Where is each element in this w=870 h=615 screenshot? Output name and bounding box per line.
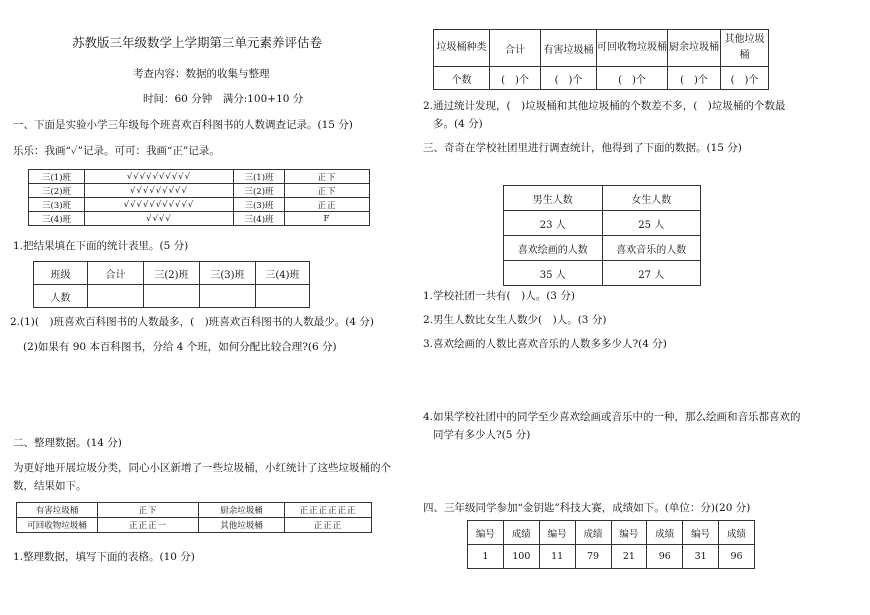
table-cell: 喜欢音乐的人数	[602, 236, 701, 261]
table-cell: 21	[611, 545, 647, 569]
table-header-cell: 有害垃圾桶	[541, 30, 597, 67]
question-3-2: 2.男生人数比女生人数少( )人。(3 分)	[423, 314, 607, 326]
table-cell: 25 人	[602, 211, 701, 236]
table-header-cell: 编号	[683, 521, 719, 545]
table-cell: 可回收物垃圾桶	[17, 518, 98, 533]
table-cell: 23 人	[504, 211, 603, 236]
table-row	[504, 211, 701, 236]
table-cell: 96	[719, 545, 755, 569]
table-row	[34, 285, 310, 308]
answer-cell[interactable]: ( )个	[490, 67, 541, 90]
table-header-cell: 可回收物垃圾桶	[597, 30, 668, 67]
section-2-heading: 二、整理数据。(14 分)	[13, 437, 122, 449]
table-row	[17, 503, 372, 518]
table-cell: √√√√√√√√√	[85, 184, 234, 198]
table-cell: 个数	[434, 67, 490, 90]
section-1-heading: 一、下面是实验小学三年级每个班喜欢百科图书的人数调查记录。(15 分)	[13, 119, 353, 131]
table-cell: 27 人	[602, 261, 701, 286]
table-cell: 100	[503, 545, 539, 569]
answer-cell[interactable]: ( )个	[668, 67, 721, 90]
table-header-cell: 三(2)班	[144, 262, 200, 285]
table-cell: 三(2)班	[29, 184, 85, 198]
club-table	[503, 185, 701, 286]
table-cell: 男生人数	[504, 186, 603, 211]
table-cell: 三(4)班	[234, 212, 285, 226]
table-cell: 正正正	[285, 518, 372, 533]
table-cell: 正下	[98, 503, 199, 518]
table-cell: 三(4)班	[29, 212, 85, 226]
table-cell: 正下	[285, 170, 370, 184]
section-1-note: 乐乐：我画“✓”记录。可可：我画“正”记录。	[13, 145, 220, 157]
table-cell: F	[285, 212, 370, 226]
table-cell: √√√√√√√√√√	[85, 170, 234, 184]
answer-cell[interactable]	[200, 285, 256, 308]
table-cell: 79	[575, 545, 611, 569]
question-3-4-line1: 4.如果学校社团中的同学至少喜欢绘画或音乐中的一种，那么绘画和音乐都喜欢的	[423, 411, 801, 423]
table-cell: 有害垃圾桶	[17, 503, 98, 518]
score-table	[467, 520, 755, 569]
table-header-cell: 成绩	[647, 521, 683, 545]
table-header-cell: 其他垃圾桶	[721, 30, 769, 67]
answer-cell[interactable]	[88, 285, 144, 308]
section-3-heading: 三、奇奇在学校社团里进行调查统计，他得到了下面的数据。(15 分)	[423, 142, 742, 154]
question-2-line1: 2.通过统计发现，( )垃圾桶和其他垃圾桶的个数差不多，( )垃圾桶的个数最	[423, 100, 786, 112]
table-row	[29, 212, 370, 226]
table-cell: 三(3)班	[234, 198, 285, 212]
table-cell: √√√√	[85, 212, 234, 226]
subtitle: 考查内容：数据的收集与整理	[133, 68, 270, 80]
table-cell: 35 人	[504, 261, 603, 286]
table-header-cell: 编号	[611, 521, 647, 545]
question-1: 1.把结果填在下面的统计表里。(5 分)	[13, 240, 189, 252]
class-stat-table	[33, 261, 310, 308]
table-header-cell: 合计	[88, 262, 144, 285]
bin-stat-table	[433, 29, 769, 90]
page-title: 苏教版三年级数学上学期第三单元素养评估卷	[72, 35, 323, 50]
answer-cell[interactable]	[256, 285, 310, 308]
table-row	[29, 184, 370, 198]
question-bottom: 1.整理数据，填写下面的表格。(10 分)	[13, 551, 195, 563]
table-cell: 正正	[285, 198, 370, 212]
table-header-cell: 编号	[539, 521, 575, 545]
question-2-2: (2)如果有 90 本百科图书，分给 4 个班，如何分配比较合理?(6 分)	[23, 341, 337, 353]
question-3-4-line2: 同学有多少人?(5 分)	[433, 429, 531, 441]
question-3-1: 1.学校社团一共有( )人。(3 分)	[423, 290, 575, 302]
table-row	[468, 545, 755, 569]
table-cell: 其他垃圾桶	[199, 518, 285, 533]
table-cell: 11	[539, 545, 575, 569]
table-header-row	[34, 262, 310, 285]
table-cell: 三(1)班	[234, 170, 285, 184]
table-header-cell: 编号	[468, 521, 504, 545]
table-row	[504, 236, 701, 261]
table-header-cell: 班级	[34, 262, 88, 285]
tally-table	[28, 169, 370, 226]
table-row	[434, 67, 769, 90]
table-row	[504, 261, 701, 286]
table-header-cell: 成绩	[719, 521, 755, 545]
table-header-cell: 合计	[490, 30, 541, 67]
table-cell: 正正正一	[98, 518, 199, 533]
table-header-cell: 三(4)班	[256, 262, 310, 285]
table-row	[29, 198, 370, 212]
table-cell: 正正正正正正	[285, 503, 372, 518]
answer-cell[interactable]: ( )个	[721, 67, 769, 90]
table-header-cell: 厨余垃圾桶	[668, 30, 721, 67]
question-2-1: 2.(1)( )班喜欢百科图书的人数最多，( )班喜欢百科图书的人数最少。(4 分)	[10, 316, 374, 328]
table-row	[17, 518, 372, 533]
table-header-cell: 成绩	[503, 521, 539, 545]
bin-tally-table	[16, 502, 372, 533]
table-cell: 三(1)班	[29, 170, 85, 184]
table-cell: 女生人数	[602, 186, 701, 211]
answer-cell[interactable]: ( )个	[541, 67, 597, 90]
table-header-cell: 成绩	[575, 521, 611, 545]
table-cell: 正下	[285, 184, 370, 198]
section-2-text-line2: 数，结果如下。	[13, 480, 87, 492]
answer-cell[interactable]: ( )个	[597, 67, 668, 90]
section-2-text-line1: 为更好地开展垃圾分类，同心小区新增了一些垃圾桶，小红统计了这些垃圾桶的个	[13, 462, 391, 474]
table-cell: 三(3)班	[29, 198, 85, 212]
table-cell: 三(2)班	[234, 184, 285, 198]
table-cell: 1	[468, 545, 504, 569]
table-row	[504, 186, 701, 211]
table-cell: 厨余垃圾桶	[199, 503, 285, 518]
question-2-line2: 多。(4 分)	[433, 118, 483, 130]
table-header-row	[468, 521, 755, 545]
table-cell: 喜欢绘画的人数	[504, 236, 603, 261]
table-cell: √√√√√√√√√√√	[85, 198, 234, 212]
table-row	[29, 170, 370, 184]
table-header-cell: 三(3)班	[200, 262, 256, 285]
section-4-heading: 四、三年级同学参加“金钥匙”科技大赛，成绩如下。(单位：分)(20 分)	[423, 502, 751, 514]
table-cell: 96	[647, 545, 683, 569]
table-cell: 人数	[34, 285, 88, 308]
table-cell: 31	[683, 545, 719, 569]
table-header-row	[434, 30, 769, 67]
table-header-cell: 垃圾桶种类	[434, 30, 490, 67]
time-line: 时间：60 分钟 满分:100+10 分	[143, 93, 304, 105]
answer-cell[interactable]	[144, 285, 200, 308]
question-3-3: 3.喜欢绘画的人数比喜欢音乐的人数多多少人?(4 分)	[423, 338, 667, 350]
